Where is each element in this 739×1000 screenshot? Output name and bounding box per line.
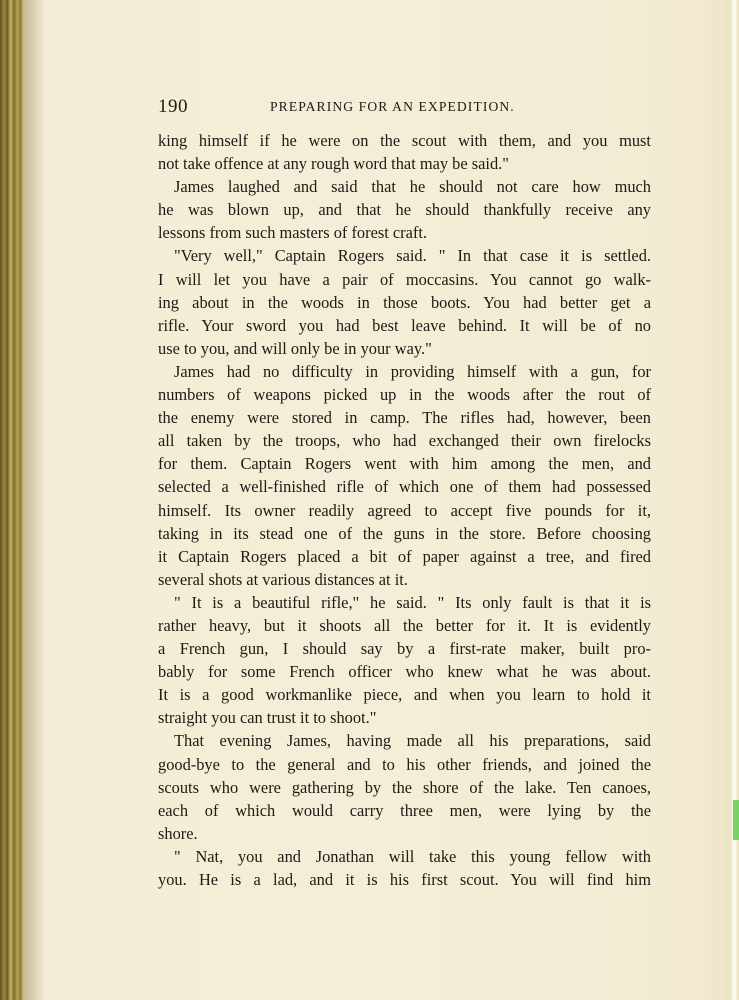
text-line: he was blown up, and that he should thankfully receive any [158, 200, 651, 220]
text-line: it Captain Rogers placed a bit of paper against a tree, and fired [158, 546, 651, 566]
book-binding [0, 0, 24, 1000]
page-header [158, 96, 651, 118]
text-line: shore. [158, 823, 198, 843]
body-text [158, 129, 651, 891]
text-line: taking in its stead one of the guns in the store. Before choosing [158, 523, 651, 543]
page-number: 190 [158, 96, 188, 117]
text-line: I will let you have a pair of moccasins. You cannot go walk- [158, 269, 651, 289]
text-line: all taken by the troops, who had exchanged their own firelocks [158, 431, 651, 451]
text-line: scouts who were gathering by the shore of the lake. Ten canoes, [158, 777, 651, 797]
text-line: king himself if he were on the scout with them, and you must [158, 131, 651, 150]
text-line: James had no difficulty in providing himself with a gun, for [174, 361, 651, 381]
text-line: good-bye to the general and to his other friends, and joined the [158, 754, 651, 774]
text-line: "Very well," Captain Rogers said. " In that case it is settled. [174, 246, 651, 266]
text-line: It is a good workmanlike piece, and when you learn to hold it [158, 685, 651, 705]
text-line: numbers of weapons picked up in the woods after the rout of [158, 385, 651, 405]
text-line: lessons from such masters of forest craft. [158, 223, 428, 243]
text-line: ing about in the woods in those boots. You had better get a [158, 292, 651, 312]
text-line: not take offence at any rough word that may be said." [158, 154, 509, 174]
text-line: " It is a beautiful rifle," he said. " Its only fault is that it is [174, 592, 651, 612]
text-line: bably for some French officer who knew what he was about. [158, 662, 651, 682]
text-line: " Nat, you and Jonathan will take this young fellow with [174, 846, 651, 866]
text-line: rather heavy, but it shoots all the better for it. It is evidently [158, 615, 651, 635]
text-line: himself. Its owner readily agreed to accept five pounds for it, [158, 500, 651, 520]
page-edge-tab [733, 800, 739, 840]
text-line: rifle. Your sword you had best leave behind. It will be of no [158, 315, 651, 335]
gutter-shadow [24, 0, 46, 1000]
text-line: the enemy were stored in camp. The rifles had, however, been [158, 408, 651, 428]
text-line: you. He is a lad, and it is his first scout. You will find him [158, 870, 651, 889]
text-line: use to you, and will only be in your way." [158, 338, 432, 358]
text-line: straight you can trust it to shoot." [158, 708, 377, 728]
text-line: each of which would carry three men, were lying by the [158, 800, 651, 820]
text-line: That evening James, having made all his preparations, said [174, 731, 651, 751]
text-line: a French gun, I should say by a first-rate maker, built pro- [158, 639, 651, 659]
running-head: PREPARING FOR AN EXPEDITION. [270, 99, 515, 114]
text-line: for them. Captain Rogers went with him among the men, and [158, 454, 651, 474]
page-edge [731, 0, 739, 1000]
text-line: James laughed and said that he should not care how much [174, 177, 651, 197]
text-line: several shots at various distances at it. [158, 569, 408, 589]
text-line: selected a well-finished rifle of which one of them had possessed [158, 477, 651, 497]
